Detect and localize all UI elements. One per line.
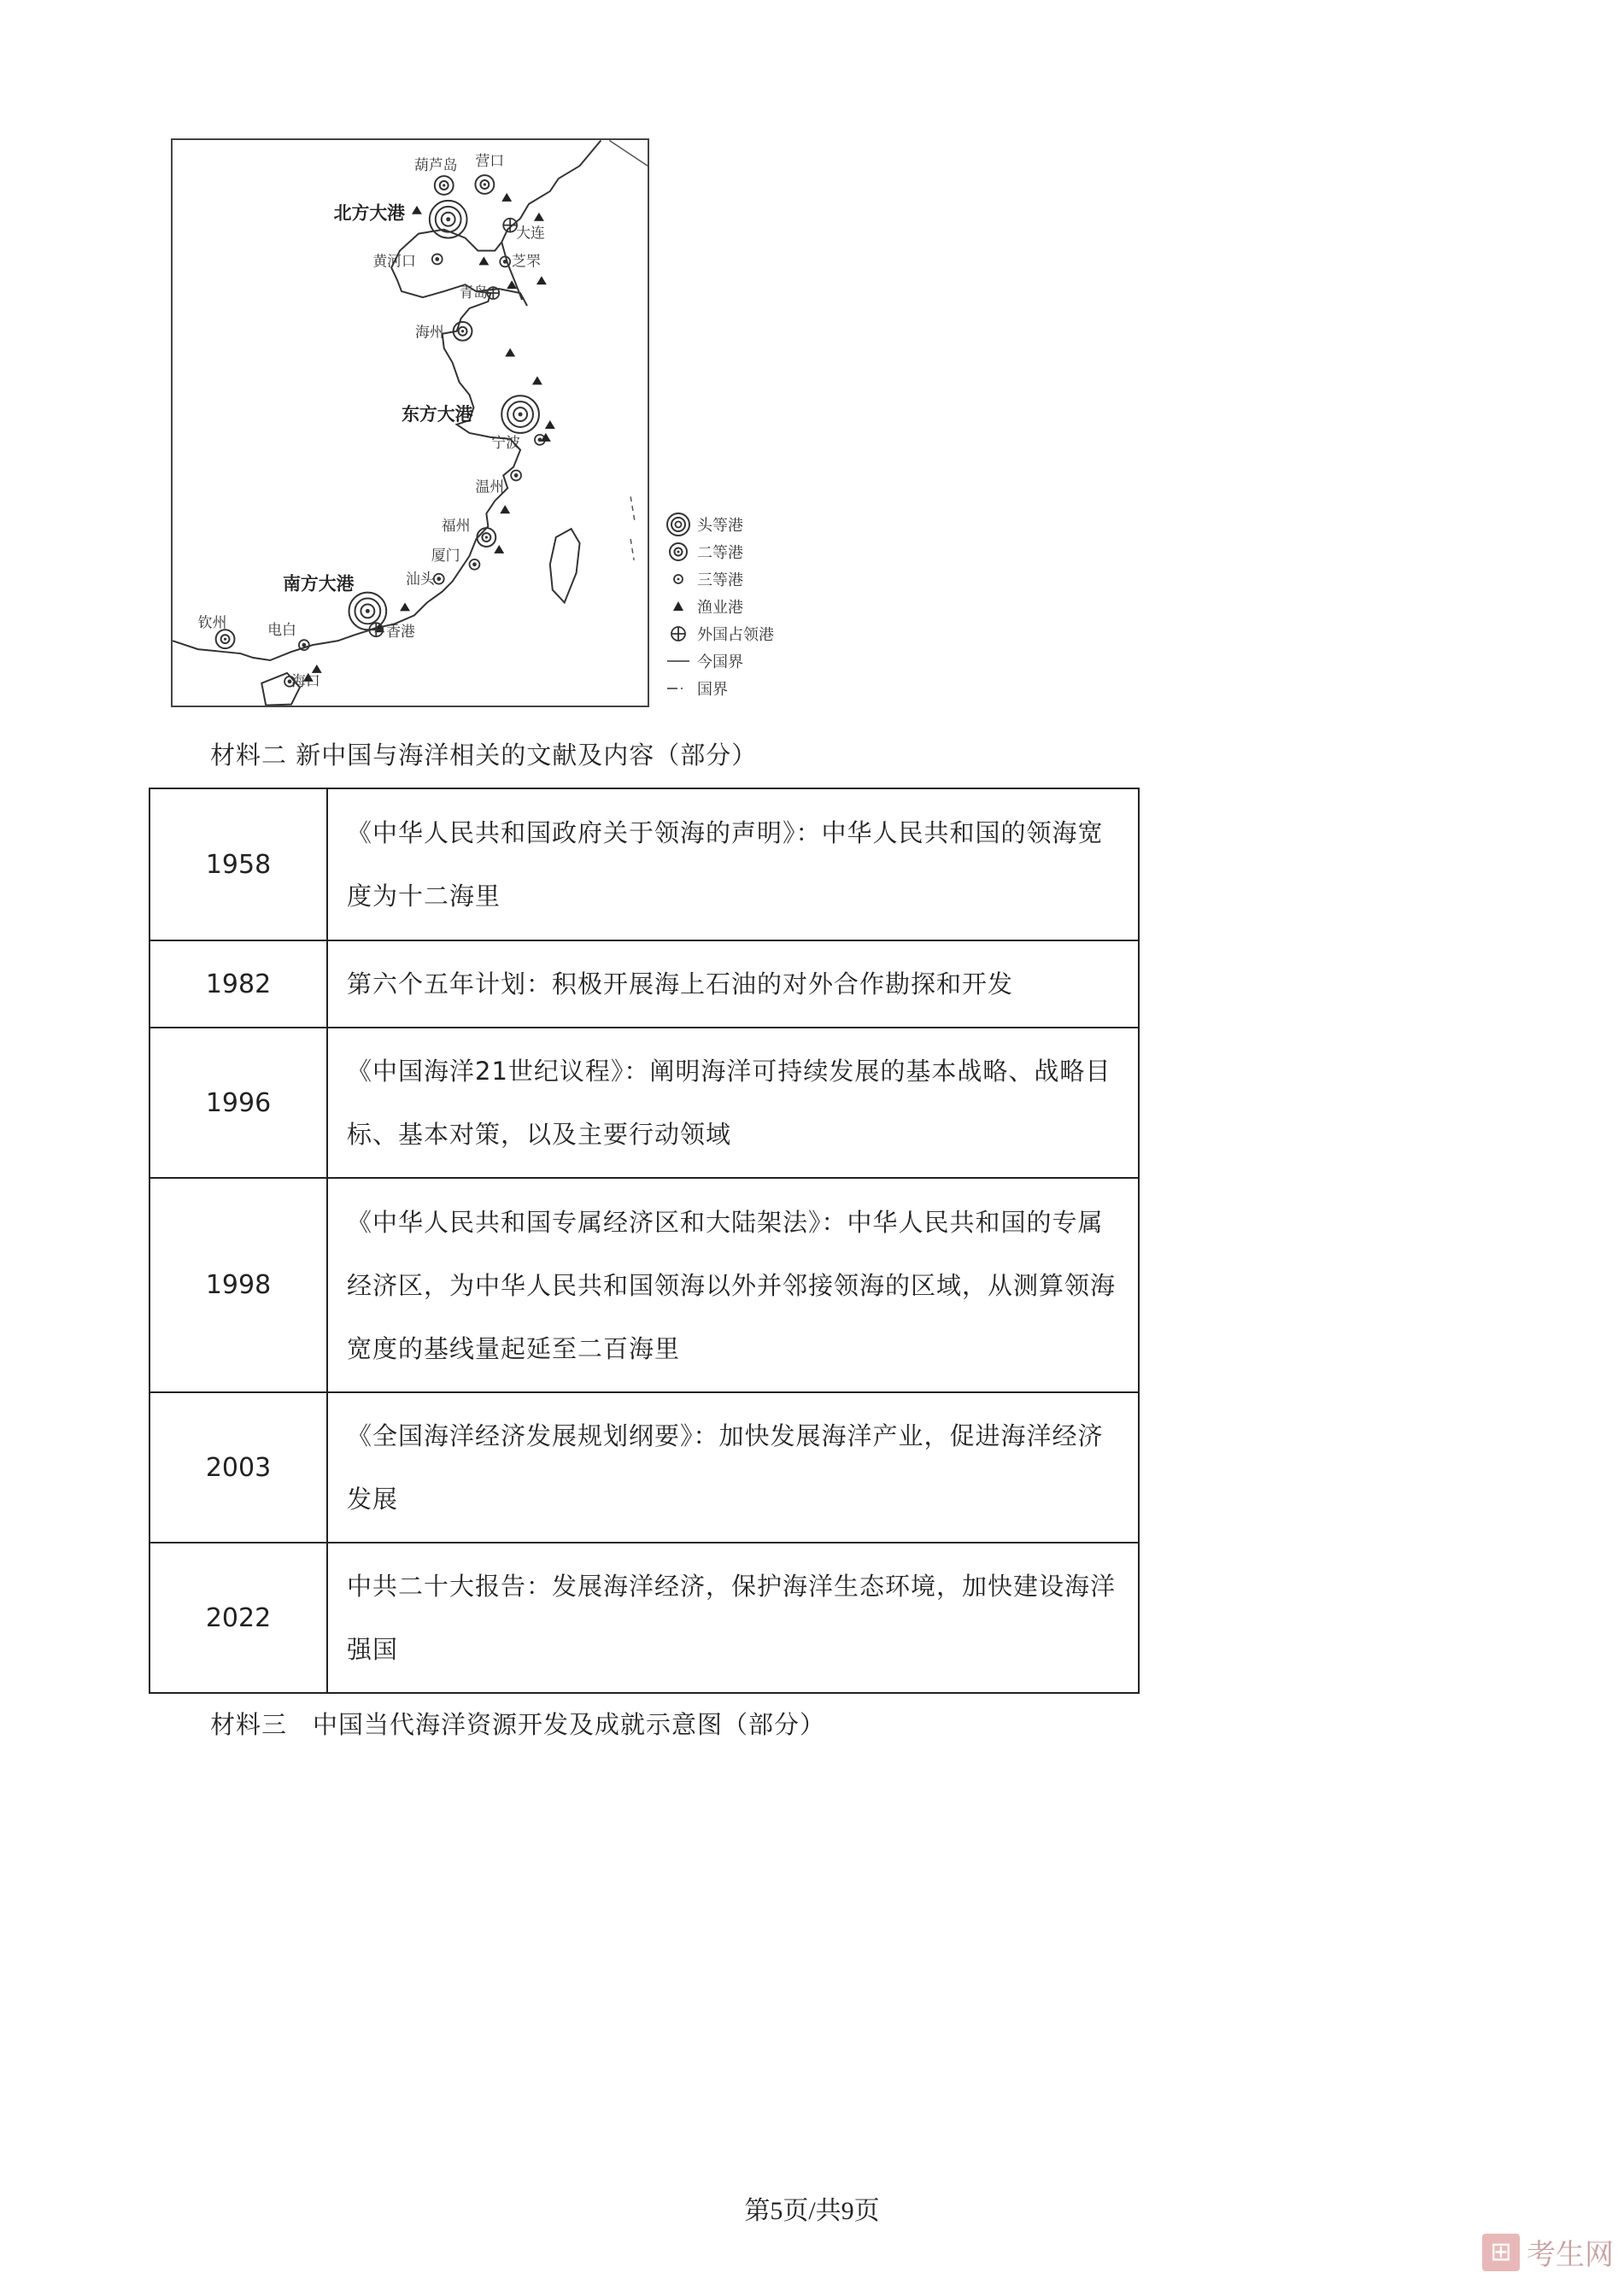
legend-label: 三等港 [697,571,743,589]
material3-caption: 材料三 中国当代海洋资源开发及成就示意图（部分） [210,1710,826,1739]
table-year-cell: 2022 [150,1543,327,1693]
map-svg [173,140,648,706]
city-haikou-label: 海口 [291,671,320,689]
city-fuzhou-label: 福州 [441,517,471,535]
taiwan-island [550,529,580,602]
second-class-port-icon [477,528,495,547]
legend-row [660,620,830,647]
second-class-port-icon [435,176,454,195]
table-row [150,1392,1139,1543]
page-footer: 第5页/共9页 [744,2197,880,2225]
third-class-port-icon [284,254,545,686]
city-qingdao-label: 青岛 [459,284,489,302]
table-content-cell: 《中国海洋21世纪议程》：阐明海洋可持续发展的基本战略、战略目标、基本对策，以及主要行动领域 [327,1028,1139,1178]
table-row [150,1543,1139,1693]
first-class-port-icon [501,395,539,433]
border-dashes [630,496,635,559]
foreign-occupied-port-icon [660,620,697,647]
table-row [150,1178,1139,1392]
legend-label: 今国界 [697,653,743,671]
table-year-cell: 1982 [150,940,327,1028]
table-row [150,940,1139,1028]
table-row [150,788,1139,940]
city-shantou-label: 汕头 [406,570,435,588]
legend-label: 外国占领港 [697,626,774,644]
legend-label: 头等港 [697,517,743,535]
legend-label: 二等港 [697,544,743,562]
third-class-port-icon [660,565,697,593]
port-map [171,138,649,707]
table-content-cell: 《全国海洋经济发展规划纲要》：加快发展海洋产业，促进海洋经济发展 [327,1392,1139,1543]
table-content-cell: 《中华人民共和国政府关于领海的声明》：中华人民共和国的领海宽度为十二海里 [327,788,1139,940]
table-content-cell: 第六个五年计划：积极开展海上石油的对外合作勘探和开发 [327,940,1139,1028]
city-huludao-label: 葫芦岛 [413,156,458,174]
map-legend [660,511,830,702]
legend-label: 国界 [697,681,728,699]
fishing-port-icon [660,593,697,620]
second-class-port-icon [475,175,494,194]
first-class-port-icon [430,201,467,238]
table-row [150,1028,1139,1178]
table-year-cell: 2003 [150,1392,327,1543]
city-xiamen-label: 厦门 [431,546,460,564]
legend-row [660,565,830,593]
table-year-cell: 1996 [150,1028,327,1178]
legend-row [660,593,830,620]
watermark-logo-icon: ⊞ [1482,2234,1520,2271]
city-haizhou-label: 海州 [414,323,444,341]
map-frame-line [609,140,648,166]
material2-caption: 材料二 新中国与海洋相关的文献及内容（部分） [210,741,758,770]
table-content-cell: 《中华人民共和国专属经济区和大陆架法》：中华人民共和国的专属经济区，为中华人民共和国领海以外并邻接领海的区域，从测算领海宽度的基线量起延至二百海里 [327,1178,1139,1392]
city-xianggang-label: 香港 [386,623,415,641]
city-ningbo-label: 宁波 [491,433,521,451]
table-year-cell: 1998 [150,1178,327,1392]
legend-row [660,647,830,675]
legend-row [660,538,830,565]
current-border-line-icon [660,647,697,675]
table-content-cell: 中共二十大报告：发展海洋经济，保护海洋生态环境，加快建设海洋强国 [327,1543,1139,1693]
national-border-line-icon [660,675,697,702]
city-yingkou-label: 营口 [475,152,505,170]
city-dalian-label: 大连 [516,224,545,242]
first-class-port-icon [660,511,697,538]
table-year-cell: 1958 [150,788,327,940]
watermark-text: 考生网 [1527,2238,1614,2272]
foreign-occupied-port-icon [369,219,517,636]
documents-table [149,788,1140,1694]
second-class-port-icon [660,538,697,565]
legend-row [660,511,830,538]
big-port-east-label: 东方大港 [402,404,473,425]
legend-row [660,675,830,702]
second-class-port-icon [216,630,235,648]
city-qinzhou-label: 钦州 [197,613,227,631]
city-dianbai-label: 电白 [267,621,296,639]
watermark [1482,2231,1614,2273]
city-zhilai-label: 芝罘 [512,252,541,270]
big-port-south-label: 南方大港 [283,573,355,594]
city-wenzhou-label: 温州 [475,477,505,495]
legend-label: 渔业港 [697,599,743,617]
city-huanghekou-label: 黄河口 [372,252,416,270]
big-port-north-label: 北方大港 [333,202,406,224]
